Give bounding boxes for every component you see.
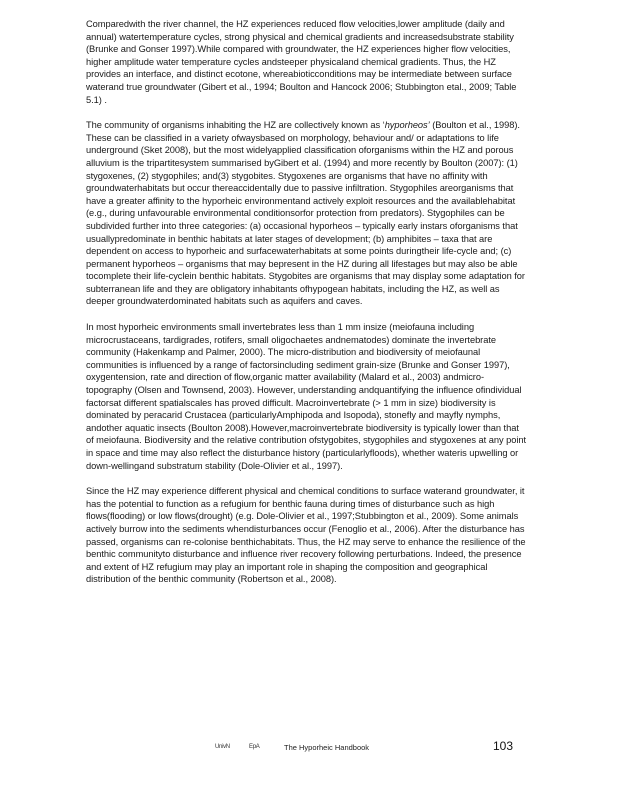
paragraph-meiofauna: In most hyporheic environments small invertebrates less than 1 mm insize (meiofauna including microcrustaceans, tardigrades, rotifers, small oligochaetes andnematodes) dominate the invertebrate community (Hakenkamp and Palmer, 2000). The micro-distribution and biodiversity of meiofaunal communities is influenced by a range of factorsincluding sediment grain-size (Brunke and Gonser 1997), oxygentension, rate and direction of flow,organic matter availability (Malard et al., 2003) andmicro-topography (Olsen and Townsend, 2003). However, understanding andquantifying the influence ofindividual factorsat different spatialscales has proved difficult. Macroinvertebrate (> 1 mm in size) biodiversity is dominated by peracarid Crustacea (particularlyAmphipoda and Isopoda), stonefly and mayfly nymphs, andother aquatic insects (Boulton 2008).However,macroinvertebrate biodiversity is typically lower than that of meiofauna. Biodiversity and the relative contribution ofstygobites, stygophiles and stygoxenes at any point in space and time may also reflect the disturbance history (particularlyfloods), whether wateris upwelling or down-wellingand substratum stability (Dole-Olivier et al., 1997). [86,322,526,471]
italic-term-hyporheos: hyporheos’ [384,120,430,131]
footer-logo-left: UnivN [215,744,230,750]
page-number: 103 [493,739,514,753]
page-footer [0,738,618,758]
paragraph-refugium: Since the HZ may experience different physical and chemical conditions to surface waterand groundwater, it has the potential to function as a refugium for benthic fauna during times of disturbance such as high flows(flooding) or low flows(drought) (e.g. Dole-Olivier et al., 1997;Stubbington et al., 2009). Some animals actively burrow into the sediments whendisturbances occur (Fenoglio et al., 2006). After the disturbance has passed, organisms can re-colonise benthichabitats. Thus, the HZ may serve to enhance the resilience of the benthic communityto disturbance and influence river recovery following perturbations. Indeed, the presence and extent of HZ refugium may play an important role in shaping the composition and geographical distribution of the benthic community (Robertson et al., 2008). [86,486,526,585]
paragraph-text-start: The community of organisms inhabiting the HZ are collectively known as ‘ [86,120,385,131]
footer-logo-right: EpA [249,744,260,750]
paragraph-text-rest: (Boulton et al., 1998). These can be classified in a variety ofwaysbased on morphology, behaviour and/ or adaptations to life underground (Sket 2008), but the most widelyapplied classification oforganisms within the HZ and porous alluvium is the tripartitesystem summarised byGibert et al. (1994) and more recently by Boulton (2007): (1) stygoxenes, (2) stygophiles; and(3) stygobites. Stygoxenes are organisms that have no affinity with groundwaterhabitats but occur thereaccidentally due to passive infiltration. Stygophiles areorganisms that have a greater affinity to the hyporheic environmentand actively exploit resources and the availablehabitat (e.g., during unfavourable environmental conditionsorfor protection from predators). Stygophiles can be subdivided further into three categories: (a) occasional hyporheos – typically early instars oforganisms that usuallypredominate in benthic habitats at later stages of development; (b) amphibites – taxa that are dependent on access to hyporheic and surfacewaterhabitats at some points duringtheir life-cycle and; (c) permanent hyporheos – organisms that may bepresent in the HZ during all lifestages but may also be able tocomplete their life-cyclein benthic habitats. Stygobites are organisms that may display some adaptation for subterranean life and they are obligatory inhabitants ofhypogean habitats, including the HZ, as well as deeper groundwaterdominated habitats such as aquifers and caves. [86,120,525,307]
footer-title: The Hyporheic Handbook [284,743,370,752]
page-body [86,18,526,599]
paragraph-hz-comparison: Comparedwith the river channel, the HZ experiences reduced flow velocities,lower amplitude (daily and annual) watertemperature cycles, strong physical and chemical gradients and increasedsubstrate stability (Brunke and Gonser 1997).While compared with groundwater, the HZ experiences higher flow velocities, higher amplitude water temperature cycles andsteeper physicaland chemical gradients. Thus, the HZ provides an interface, and distinct ecotone, whereabioticconditions may be intermediate between surface waterand true groundwater (Gibert et al., 1994; Boulton and Hancock 2006; Stubbington etal., 2009; Table 5.1) . [86,19,517,105]
paragraph-hyporheos-community [86,119,526,308]
